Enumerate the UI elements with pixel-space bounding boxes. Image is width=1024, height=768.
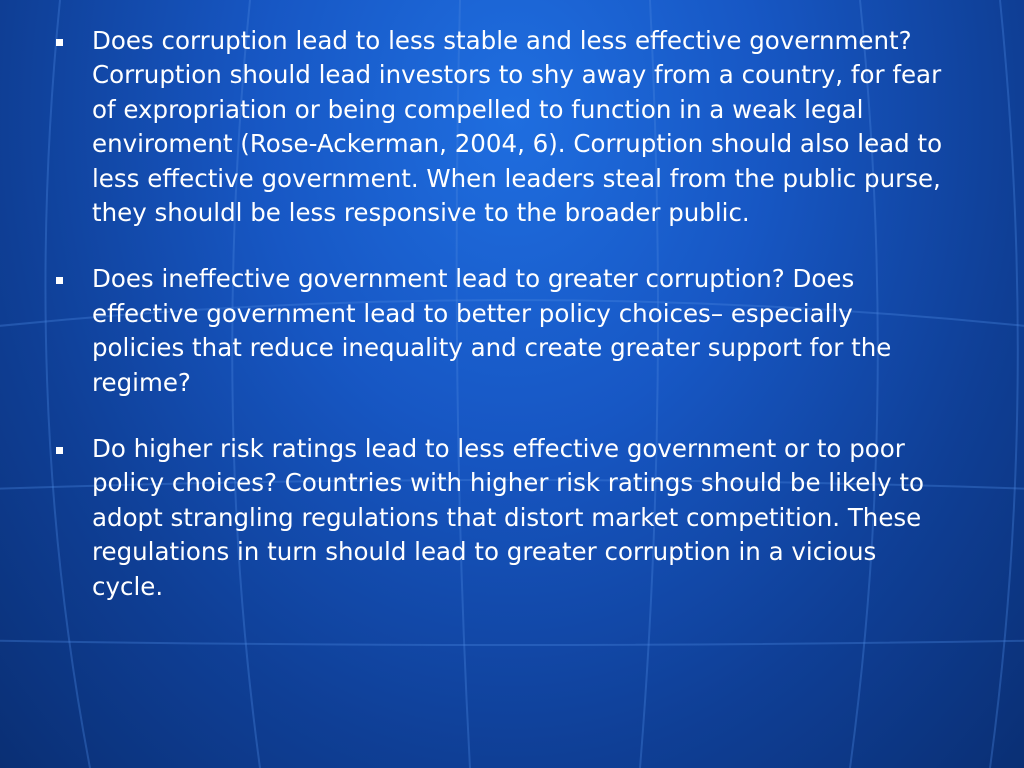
bullet-item xyxy=(52,432,952,604)
square-bullet-icon xyxy=(56,39,63,46)
bullet-text: Do higher risk ratings lead to less effective government or to poor policy choices? Countries with higher risk ratings should be likely to adopt strangling regulations that distort market competition. These regulations in turn should lead to greater corruption in a vicious cycle. xyxy=(92,434,924,601)
bullet-list xyxy=(52,24,952,636)
bullet-item xyxy=(52,24,952,230)
square-bullet-icon xyxy=(56,447,63,454)
bullet-text: Does ineffective government lead to greater corruption? Does effective government lead to better policy choices– especially policies that reduce inequality and create greater support for the regime? xyxy=(92,264,892,397)
square-bullet-icon xyxy=(56,277,63,284)
bullet-text: Does corruption lead to less stable and less effective government? Corruption should lead investors to shy away from a country, for fear of expropriation or being compelled to function in a weak legal enviroment (Rose-Ackerman, 2004, 6). Corruption should also lead to less effective government. When leaders steal from the public purse, they shouldl be less responsive to the broader public. xyxy=(92,26,943,228)
bullet-item xyxy=(52,262,952,400)
